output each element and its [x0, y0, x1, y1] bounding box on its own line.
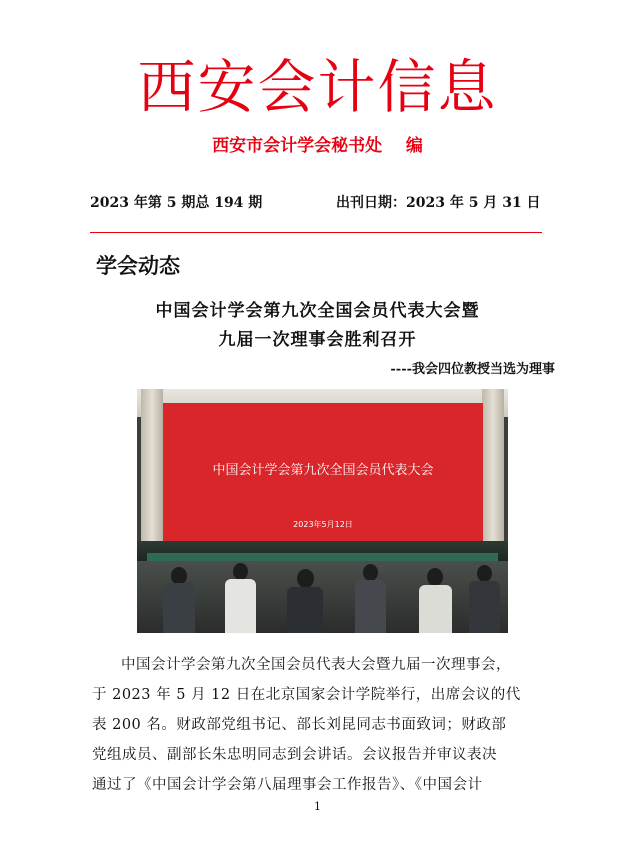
article-subhead: ----我会四位教授当选为理事	[390, 362, 555, 377]
article-body-line: 表 200 名。财政部党组书记、部长刘昆同志书面致词；财政部	[92, 717, 507, 733]
photo-person	[297, 569, 314, 588]
editor-line: 西安市会计学会秘书处 编	[212, 136, 423, 156]
header-divider	[90, 232, 542, 233]
photo-person	[355, 580, 386, 633]
page-number: 1	[314, 800, 321, 813]
article-body-line: 党组成员、副部长朱忠明同志到会讲话。会议报告并审议表决	[92, 747, 497, 763]
photo-person	[363, 564, 378, 581]
masthead-title: 西安会计信息	[137, 53, 498, 121]
article-body-line: 中国会计学会第九次全国会员代表大会暨九届一次理事会，	[121, 657, 511, 673]
article-body-line: 于 2023 年 5 月 12 日在北京国家会计学院举行，出席会议的代	[92, 687, 521, 703]
conference-photo	[137, 389, 508, 633]
photo-person	[225, 579, 256, 633]
article-headline-line2: 九届一次理事会胜利召开	[218, 330, 417, 350]
issue-number: 2023 年第 5 期总 194 期	[90, 195, 263, 211]
section-heading: 学会动态	[96, 254, 180, 278]
photo-person	[287, 587, 323, 633]
photo-person	[163, 583, 195, 633]
photo-person	[477, 565, 492, 582]
photo-audience	[137, 561, 508, 633]
photo-person	[427, 568, 443, 586]
issue-date: 出刊日期：2023 年 5 月 31 日	[336, 195, 541, 211]
photo-screen-title: 中国会计学会第九次全国会员代表大会	[212, 463, 434, 478]
photo-screen-date: 2023年5月12日	[293, 520, 353, 529]
article-body-line: 通过了《中国会计学会第八届理事会工作报告》、《中国会计	[92, 777, 483, 793]
photo-stage-screen	[163, 403, 483, 541]
photo-person	[419, 585, 452, 633]
photo-person	[233, 563, 248, 580]
photo-person	[469, 581, 500, 633]
article-headline-line1: 中国会计学会第九次全国会员代表大会暨	[155, 301, 480, 321]
